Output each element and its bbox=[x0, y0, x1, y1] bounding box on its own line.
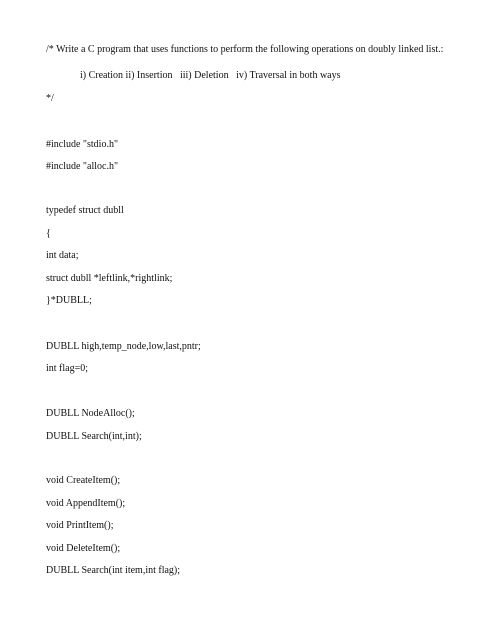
include-stdio-line: #include "stdio.h" bbox=[46, 139, 119, 150]
include-alloc-line: #include "alloc.h" bbox=[46, 161, 119, 172]
search-full-proto-line: DUBLL Search(int item,int flag); bbox=[46, 565, 181, 576]
flag-var-line: int flag=0; bbox=[46, 363, 89, 374]
printitem-proto-line: void PrintItem(); bbox=[46, 520, 114, 531]
global-vars-line: DUBLL high,temp_node,low,last,pntr; bbox=[46, 341, 201, 352]
comment-end-line: */ bbox=[46, 93, 54, 104]
int-data-line: int data; bbox=[46, 250, 79, 261]
comment-line-1: /* Write a C program that uses functions to perform the following operations on doubly linked list.: bbox=[46, 44, 444, 55]
comment-line-2: i) Creation ii) Insertion iii) Deletion iv) Traversal in both ways bbox=[80, 70, 341, 81]
nodealloc-proto-line: DUBLL NodeAlloc(); bbox=[46, 408, 135, 419]
open-brace-line: { bbox=[46, 228, 51, 239]
search-proto-line: DUBLL Search(int,int); bbox=[46, 431, 142, 442]
struct-links-line: struct dubll *leftlink,*rightlink; bbox=[46, 273, 173, 284]
deleteitem-proto-line: void DeleteItem(); bbox=[46, 543, 121, 554]
close-brace-typedef-line: }*DUBLL; bbox=[46, 295, 92, 306]
createitem-proto-line: void CreateItem(); bbox=[46, 475, 121, 486]
typedef-line: typedef struct dubll bbox=[46, 205, 124, 216]
appenditem-proto-line: void AppendItem(); bbox=[46, 498, 126, 509]
